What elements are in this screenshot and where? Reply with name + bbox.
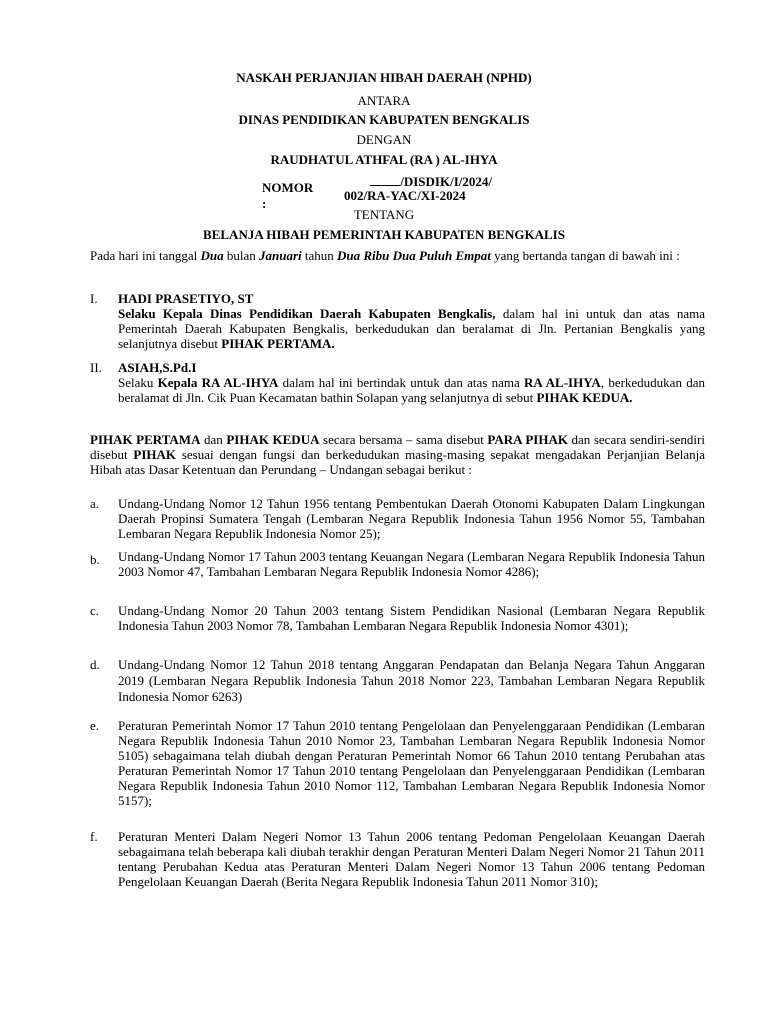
nomor-line2: 002/RA-YAC/XI-2024 xyxy=(344,188,466,203)
subject-heading: BELANJA HIBAH PEMERINTAH KABUPATEN BENGKALIS xyxy=(203,227,565,242)
law-item xyxy=(90,496,705,541)
law-text: Undang-Undang Nomor 12 Tahun 1956 tentang Pembentukan Daerah Otonomi Kabupaten Dalam Lingkungan Daerah Propinsi Sumatera Tengah (Lembaran Negara Republik Indonesia Tahun 1956 Nomor 55, Tambahan Lembaran Negara Republik Indonesia Nomor 25); xyxy=(118,496,705,541)
nomor-label: NOMOR : xyxy=(262,180,314,211)
antara-label: ANTARA xyxy=(357,93,411,108)
law-text: Undang-Undang Nomor 20 Tahun 2003 tentang Sistem Pendidikan Nasional (Lembaran Negara Republik Indonesia Tahun 2003 Nomor 78, Tambahan Lembaran Negara Republik Indonesia Nomor 4301); xyxy=(118,603,705,633)
law-item xyxy=(90,829,705,889)
party-two-description: Selaku Kepala RA AL-IHYA dalam hal ini bertindak untuk dan atas nama RA AL-IHYA, berkedudukan dan beralamat di Jln. Cik Puan Kecamatan bathin Solapan yang selanjutnya di sebut PIHAK KEDUA. xyxy=(118,375,705,405)
tentang-label: TENTANG xyxy=(353,207,415,222)
intro-paragraph: Pada hari ini tanggal Dua bulan Januari tahun Dua Ribu Dua Puluh Empat yang bertanda tangan di bawah ini : xyxy=(90,248,680,263)
party-one-name: HADI PRASETIYO, ST xyxy=(118,291,254,306)
nomor-line1: /DISDIK/I/2024/ xyxy=(400,174,492,189)
law-marker: e. xyxy=(90,718,100,733)
party1-heading: DINAS PENDIDIKAN KABUPATEN BENGKALIS xyxy=(238,112,530,127)
law-text: Peraturan Menteri Dalam Negeri Nomor 13 Tahun 2006 tentang Pedoman Pengelolaan Keuangan Daerah sebagaimana telah beberapa kali diubah terakhir dengan Peraturan Menteri Dalam Negeri Nomor 21 Tahun 2011 tentang Perubahan Kedua atas Peraturan Menteri Dalam Negeri Nomor 13 Tahun 2006 tentang Pedoman Pengelolaan Keuangan Daerah (Berita Negara Republik Indonesia Tahun 2011 Nomor 310); xyxy=(118,829,705,889)
party-two-alias: PIHAK KEDUA. xyxy=(536,390,633,405)
law-marker: a. xyxy=(90,496,100,511)
intro-year: Dua Ribu Dua Puluh Empat xyxy=(337,248,491,263)
law-item xyxy=(90,603,705,633)
law-marker: d. xyxy=(90,657,100,672)
party-two-number: II. xyxy=(90,360,102,375)
law-item xyxy=(90,549,705,579)
law-text: Peraturan Pemerintah Nomor 17 Tahun 2010 tentang Pengelolaan dan Penyelenggaraan Pendidikan (Lembaran Negara Republik Indonesia Tahun 2010 Nomor 23, Tambahan Lembaran Negara Republik Indonesia Nomor 5105) sebagaimana telah diubah dengan Peraturan Pemerintah Nomor 66 Tahun 2010 tentang Perubahan atas Peraturan Pemerintah Nomor 17 Tahun 2010 tentang Pengelolaan dan Penyelenggaraan Pendidikan (Lembaran Negara Republik Indonesia Tahun 2010 Nomor 112, Tambahan Lembaran Negara Republik Indonesia Nomor 5157); xyxy=(118,718,705,808)
party2-heading: RAUDHATUL ATHFAL (RA ) AL-IHYA xyxy=(270,152,498,167)
intro-month: Januari xyxy=(258,248,302,263)
party-one-description: Selaku Kepala Dinas Pendidikan Daerah Kabupaten Bengkalis, dalam hal ini untuk dan atas nama Pemerintah Daerah Kabupaten Bengkalis, berkedudukan dan beralamat di Jln. Pertanian Bengkalis yang selanjutnya disebut PIHAK PERTAMA. xyxy=(118,306,705,351)
law-marker: f. xyxy=(90,829,98,844)
agreement-paragraph: PIHAK PERTAMA dan PIHAK KEDUA secara bersama – sama disebut PARA PIHAK dan secara sendiri-sendiri disebut PIHAK sesuai dengan fungsi dan berkedudukan masing-masing sepakat mengadakan Perjanjian Belanja Hibah atas Dasar Ketentuan dan Perundang – Undangan sebagai berikut : xyxy=(90,432,705,477)
law-marker: c. xyxy=(90,603,100,618)
dengan-label: DENGAN xyxy=(356,132,412,147)
document-title: NASKAH PERJANJIAN HIBAH DAERAH (NPHD) xyxy=(236,70,532,85)
party-two-section xyxy=(90,360,705,405)
nomor-blank xyxy=(370,174,400,186)
law-text: Undang-Undang Nomor 12 Tahun 2018 tentang Anggaran Pendapatan dan Belanja Negara Tahun Anggaran 2019 (Lembaran Negara Republik Indonesia Tahun 2018 Nomor 223, Tambahan Lembaran Negara Republik Indonesia Nomor 6263) xyxy=(118,657,705,704)
law-item xyxy=(90,657,705,705)
party-one-number: I. xyxy=(90,291,98,306)
party-one-section xyxy=(90,291,705,351)
party-one-alias: PIHAK PERTAMA. xyxy=(221,336,335,351)
law-marker: b. xyxy=(90,552,100,567)
party-two-name: ASIAH,S.Pd.I xyxy=(118,360,197,375)
nomor-value xyxy=(344,174,504,203)
law-text: Undang-Undang Nomor 17 Tahun 2003 tentang Keuangan Negara (Lembaran Negara Republik Indonesia Tahun 2003 Nomor 47, Tambahan Lembaran Negara Republik Indonesia Nomor 4286); xyxy=(118,549,705,579)
intro-day: Dua xyxy=(200,248,224,263)
law-item xyxy=(90,718,705,808)
